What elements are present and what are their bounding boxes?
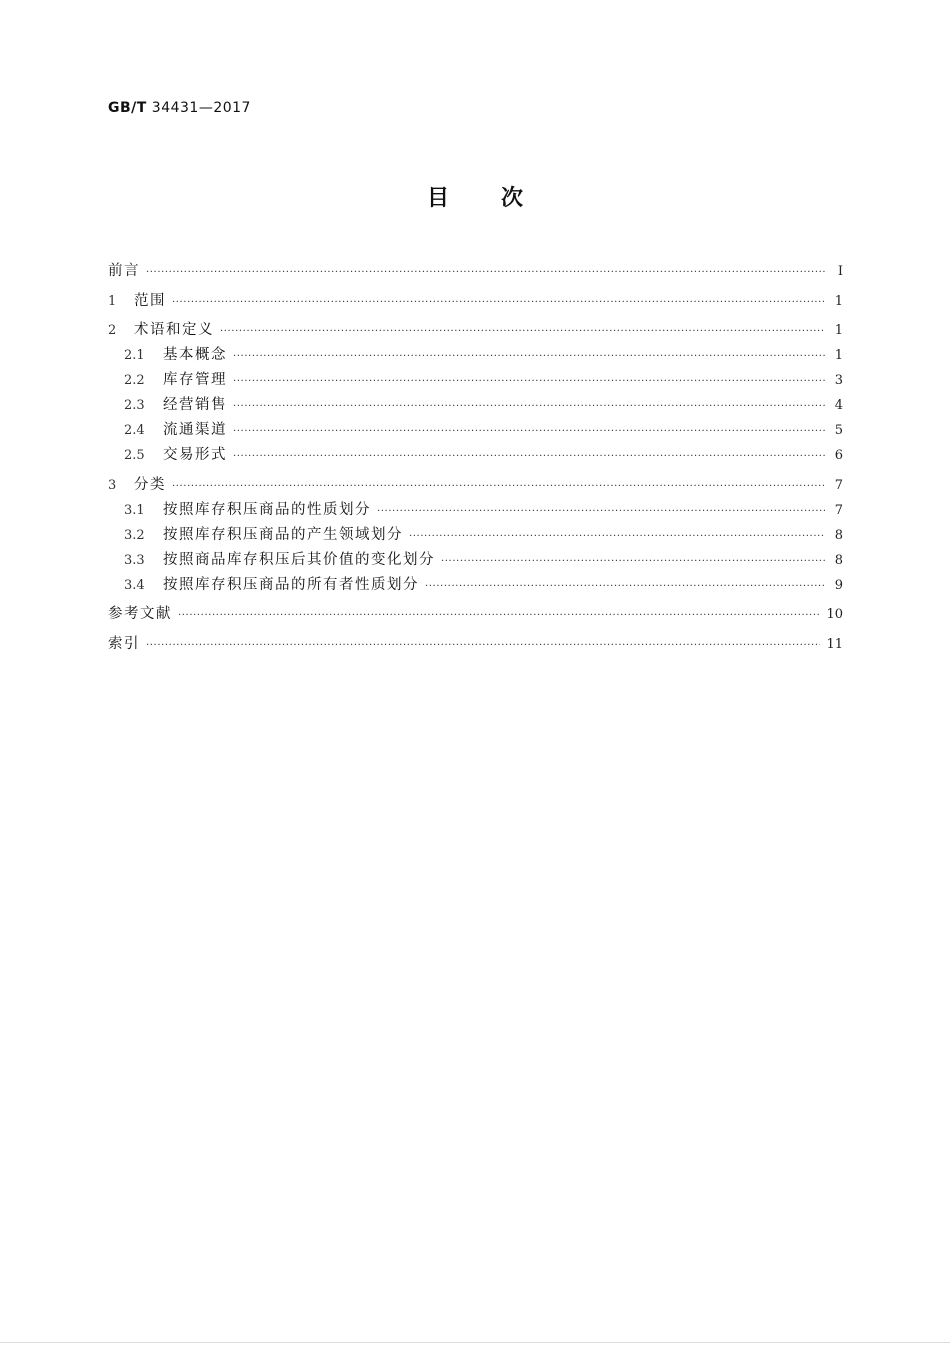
toc-entry-page: Ⅰ <box>837 264 843 279</box>
leader-dots <box>233 419 825 444</box>
leader-dots <box>441 549 825 574</box>
toc-entry-label: 流通渠道 <box>163 422 227 438</box>
toc-entry-label: 按照库存积压商品的所有者性质划分 <box>163 576 419 593</box>
leader-dots <box>425 574 825 599</box>
toc-entry-2-1[interactable] <box>108 343 843 368</box>
toc-entry-number: 2.2 <box>124 373 145 388</box>
toc-entry-page: 8 <box>834 527 843 543</box>
toc-entry-number: 2.3 <box>124 398 145 413</box>
toc-entry-number: 2.5 <box>124 448 145 463</box>
toc-entry-3-1[interactable] <box>108 498 843 523</box>
toc-entry-terms[interactable] <box>108 318 843 343</box>
page-edge-divider <box>0 1342 950 1343</box>
leader-dots <box>172 474 825 499</box>
toc-entry-label: 库存管理 <box>163 372 227 388</box>
leader-dots <box>377 499 825 524</box>
toc-entry-label: 参考文献 <box>108 606 172 622</box>
standard-number <box>108 100 251 116</box>
toc-entry-2-3[interactable] <box>108 393 843 418</box>
toc-entry-label: 按照库存积压商品的产生领域划分 <box>163 526 403 543</box>
toc-entry-label: 经营销售 <box>163 397 227 413</box>
toc-entry-label: 按照库存积压商品的性质划分 <box>163 501 371 518</box>
toc-entry-label: 交易形式 <box>163 447 227 463</box>
toc-entry-references[interactable] <box>108 602 843 632</box>
toc-entry-page: 1 <box>834 323 843 338</box>
page-title: 目次 <box>426 186 575 211</box>
leader-dots <box>178 603 820 628</box>
toc-entry-page: 1 <box>834 348 843 363</box>
toc-entry-number: 1 <box>108 293 117 309</box>
toc-entry-2-2[interactable] <box>108 368 843 393</box>
toc-entry-index[interactable] <box>108 632 843 662</box>
leader-dots <box>233 394 825 419</box>
table-of-contents <box>108 259 843 661</box>
toc-entry-number: 3.4 <box>124 577 145 593</box>
toc-entry-label: 前言 <box>108 263 140 279</box>
leader-dots <box>146 260 825 285</box>
leader-dots <box>233 344 825 369</box>
toc-entry-page: 4 <box>834 398 843 413</box>
leader-dots <box>409 524 825 549</box>
toc-entry-classification[interactable] <box>108 473 843 498</box>
toc-entry-page: 7 <box>834 477 843 493</box>
leader-dots <box>233 444 825 469</box>
toc-entry-label: 范围 <box>134 292 166 309</box>
toc-entry-page: 10 <box>826 607 843 622</box>
leader-dots <box>146 633 820 658</box>
toc-entry-page: 3 <box>834 373 843 388</box>
toc-entry-page: 1 <box>834 293 843 309</box>
toc-entry-label: 基本概念 <box>163 347 227 363</box>
toc-entry-page: 7 <box>834 502 843 518</box>
toc-entry-number: 2.4 <box>124 423 145 438</box>
toc-entry-2-5[interactable] <box>108 443 843 473</box>
toc-entry-2-4[interactable] <box>108 418 843 443</box>
toc-entry-page: 11 <box>826 636 843 652</box>
toc-entry-label: 分类 <box>134 476 166 493</box>
leader-dots <box>220 319 825 344</box>
toc-entry-page: 6 <box>834 448 843 463</box>
toc-entry-label: 索引 <box>108 635 140 652</box>
toc-entry-number: 3.1 <box>124 502 145 518</box>
leader-dots <box>233 369 825 394</box>
standard-prefix: GB/T <box>108 100 147 116</box>
toc-entry-3-4[interactable] <box>108 573 843 603</box>
toc-entry-number: 3.2 <box>124 527 145 543</box>
toc-entry-scope[interactable] <box>108 289 843 319</box>
toc-entry-number: 2.1 <box>124 348 145 363</box>
leader-dots <box>172 290 825 315</box>
toc-entry-number: 2 <box>108 323 117 338</box>
toc-entry-label: 术语和定义 <box>134 322 214 338</box>
toc-entry-page: 8 <box>834 552 843 568</box>
toc-entry-3-3[interactable] <box>108 548 843 573</box>
toc-entry-label: 按照商品库存积压后其价值的变化划分 <box>163 551 435 568</box>
toc-entry-number: 3.3 <box>124 552 145 568</box>
standard-code: 34431—2017 <box>151 100 251 116</box>
toc-entry-page: 9 <box>834 577 843 593</box>
toc-entry-number: 3 <box>108 477 117 493</box>
toc-entry-foreword[interactable] <box>108 259 843 289</box>
toc-entry-page: 5 <box>834 423 843 438</box>
toc-entry-3-2[interactable] <box>108 523 843 548</box>
